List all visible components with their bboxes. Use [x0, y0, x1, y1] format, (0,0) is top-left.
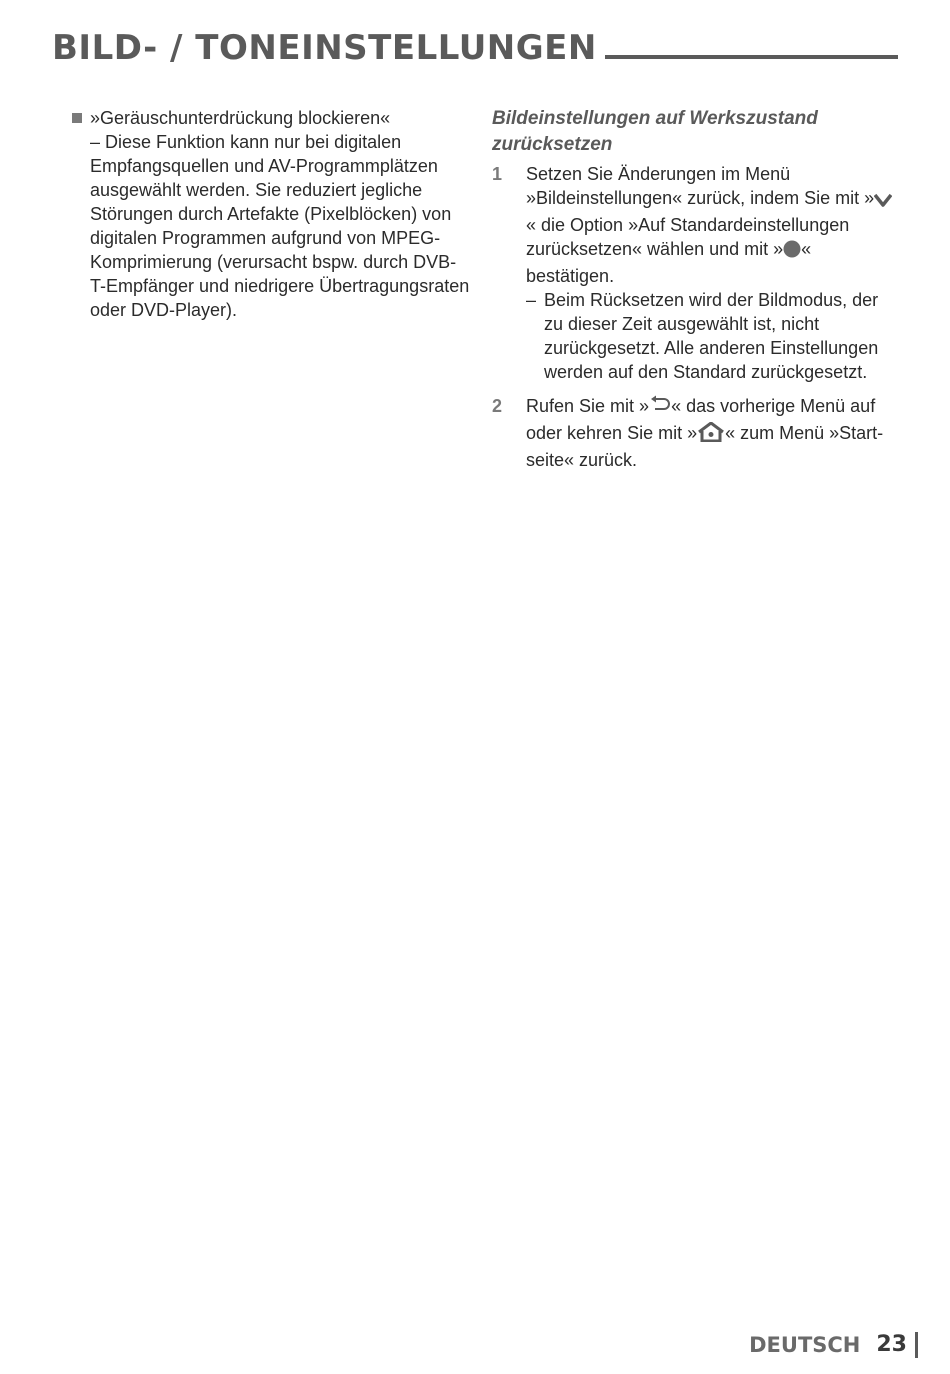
note-text: Beim Rücksetzen wird der Bildmodus, der zu dieser Zeit ausgewählt ist, nicht zurückgesetzt. Alle anderen Einstellungen werden auf den Standard zurückgesetzt. — [544, 290, 879, 382]
step-number: 1 — [492, 164, 503, 184]
step-text-part: Rufen Sie mit » — [526, 396, 650, 416]
ok-button-icon — [783, 240, 801, 264]
step-2 — [492, 394, 902, 472]
step-note — [526, 288, 902, 384]
chevron-down-icon — [874, 189, 892, 213]
step-text — [526, 162, 902, 288]
title-rule — [605, 55, 898, 59]
bullet-item — [70, 106, 470, 322]
step-text-part: « das vorherige Menü auf oder kehren Sie mit » — [526, 396, 876, 443]
page-footer — [749, 1332, 918, 1358]
footer-language: DEUTSCH — [749, 1333, 861, 1357]
back-arrow-icon — [649, 395, 671, 421]
step-text-part: « zum Menü »Start-seite« zurück. — [526, 423, 884, 470]
bullet-title: »Geräuschunterdrückung blockieren« — [90, 108, 391, 128]
page-number: 23 — [876, 1332, 918, 1358]
step-text — [526, 394, 902, 472]
page-title: BILD- / TONEINSTELLUNGEN — [52, 28, 597, 68]
right-column — [492, 106, 902, 472]
step-text-part: « bestätigen. — [526, 239, 812, 286]
step-text-part: Setzen Sie Änderungen im Menü »Bildeinstellungen« zurück, indem Sie mit » — [526, 164, 875, 208]
page-header — [52, 22, 898, 68]
step-text-part: « die Option »Auf Standardeinstellungen zurücksetzen« wählen und mit » — [526, 215, 850, 259]
home-icon — [697, 422, 725, 448]
bullet-body: – Diese Funktion kann nur bei digitalen Empfangsquellen und AV-Programmplätzen ausgewählt werden. Sie reduziert jegliche Störungen durch Artefakte (Pixelblöcken) von digitalen Programmen aufgrund von MPEG-Komprimierung (verursacht bspw. durch DVB-T-Empfänger und niedrigere Übertragungsraten oder DVD-Player). — [90, 132, 470, 320]
note-dash: – — [526, 290, 537, 310]
section-heading: Bildeinstellungen auf Werkszustand zurücksetzen — [492, 108, 818, 155]
step-1 — [492, 162, 902, 384]
step-number: 2 — [492, 396, 503, 416]
bullet-square-icon — [72, 113, 82, 123]
left-column — [70, 106, 470, 322]
